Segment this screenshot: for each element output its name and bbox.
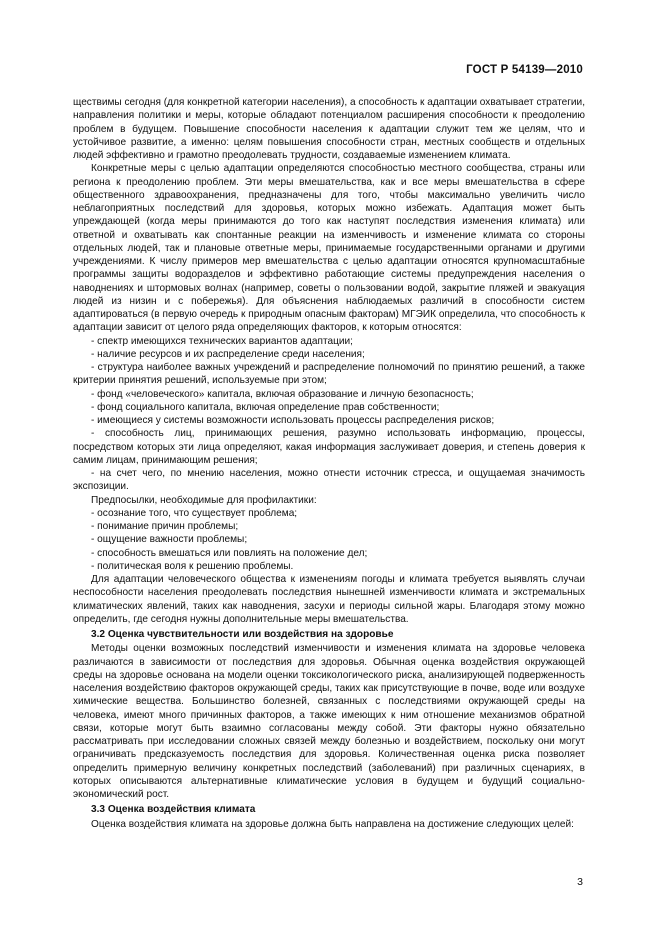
factors-list [73, 335, 585, 494]
paragraph-assessment-methods: Методы оценки возможных последствий изменчивости и изменения климата на здоровье человека различаются в зависимости от последствия для здоровья. Обычная оценка воздействия окружающей среды на здоровье основана на модели оценки токсикологического риска, анализирующей подверженность населения воздействию факторов окружающей среды, таких как присутствующие в почве, воде или воздухе химические вещества. Большинство болезней, связанных с последствиями окружающей среды на человека, имеют много причинных факторов, а также имеющих к ним отношение механизмов обратной связи, которые могут быть взаимно согласованы между собой. Эти факторы нужно обязательно рассматривать при исследовании сложных связей между болезнью и воздействием, поскольку они могут ограничивать предсказуемость последствия для здоровья. Количественная оценка риска позволяет определить примерную величину конкретных последствий (заболеваний) при различных сценариях, в которых описываются альтернативные климатические условия в будущем и будущий социально-экономический рост. [73, 643, 585, 800]
list-item: - спектр имеющихся технических вариантов адаптации; [91, 335, 353, 347]
section-heading-3-3: 3.3 Оценка воздействия климата [91, 804, 256, 816]
list-item: - способность лиц, принимающих решения, разумно использовать информацию, процессы, посредством которых эти лица определяют, какая информация заслуживает доверия, и степень доверия к самим лицам, принимающим решения; [73, 428, 585, 466]
page-body [73, 96, 585, 831]
list-item: - имеющиеся у системы возможности использовать процессы распределения рисков; [91, 415, 495, 426]
list-item: - осознание того, что существует проблема; [91, 507, 298, 519]
list-item: - способность вмешаться или повлиять на положение дел; [91, 547, 368, 559]
list-item: - ощущение важности проблемы; [91, 534, 248, 546]
document-id-header: ГОСТ Р 54139—2010 [466, 64, 583, 76]
list-item: - фонд социального капитала, включая определение прав собственности; [91, 401, 440, 413]
list-item: - на счет чего, по мнению населения, можно отнести источник стресса, и ощущаемая значимость экспозиции. [73, 468, 585, 493]
list-item: - фонд «человеческого» капитала, включая образование и личную безопасность; [91, 388, 474, 400]
paragraph-adaptation-society: Для адаптации человеческого общества к изменениям погоды и климата требуется выявлять случаи неспособности населения преодолевать последствия нынешней изменчивости климата и экстремальных климатических явлений, таких как наводнения, засухи и периоды сильной жары. Благодаря этому можно определить, где сегодня нужны дополнительные меры вмешательства. [73, 574, 585, 625]
list-item: - политическая воля к решению проблемы. [91, 560, 294, 572]
prerequisites-intro: Предпосылки, необходимые для профилактики: [91, 494, 317, 506]
paragraph-adaptation-measures: Конкретные меры с целью адаптации определяются способностью местного сообщества, страны или региона к преодолению проблем. Эти меры вмешательства, как и все меры вмешательства в сфере общественного здравоохранения, предназначены для того, чтобы максимально увеличить число неблагоприятных последствий для здоровья, которых можно избежать. Адаптация может быть упреждающей (когда меры принимаются до того как наступят последствия изменения климата) или ответной и охватывать как спонтанные реакции на изменчивость и изменение климата со стороны отдельных людей, так и плановые ответные меры, принимаемые государственными органами и другими учреждениями. К числу примеров мер вмешательства с целью адаптации относятся крупномасштабные программы защиты водоразделов и эффективно работающие системы предупреждения населения о наводнениях и штормовых волнах (например, советы о пользовании водой, закрытие пляжей и эвакуация людей из низин и с побережья). Для объяснения наблюдаемых различий в способности систем адаптироваться (в первую очередь к природным опасным факторам) МГЭИК определила, что способность к адаптации зависит от целого ряда определяющих факторов, к которым относятся: [73, 163, 585, 334]
list-item: - понимание причин проблемы; [91, 521, 239, 532]
prerequisites-list [73, 507, 585, 573]
section-heading-3-2: 3.2 Оценка чувствительности или воздействия на здоровье [91, 629, 394, 640]
paragraph-continuation: ществимы сегодня (для конкретной категории населения), а способность к адаптации охватывает стратегии, направления политики и меры, которые обладают потенциалом расширения способности к преодолению проблем в будущем. Повышение способности населения к адаптации служит тем же целям, что и устойчивое развитие, а именно: целям повышения способности стран, местных сообществ и отдельных людей эффективно и грамотно преодолевать трудности, создаваемые изменением климата. [73, 97, 585, 161]
paragraph-climate-assessment: Оценка воздействия климата на здоровье должна быть направлена на достижение следующих целей: [91, 818, 574, 830]
list-item: - структура наиболее важных учреждений и распределение полномочий по принятию решений, а также критерии принятия решений, используемые при этом; [73, 362, 585, 387]
page-number: 3 [577, 876, 583, 888]
list-item: - наличие ресурсов и их распределение среди населения; [91, 348, 365, 360]
